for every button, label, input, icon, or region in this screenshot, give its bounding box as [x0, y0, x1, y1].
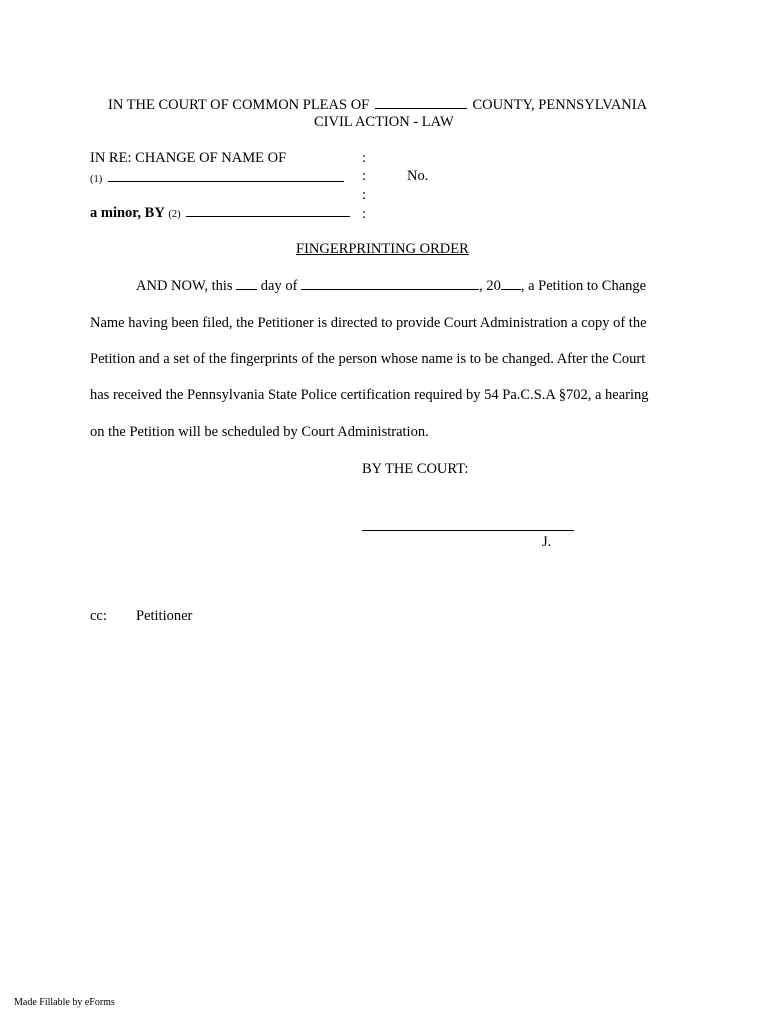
minor-row [90, 204, 350, 224]
and-now-text: AND NOW, this [136, 278, 233, 294]
year-prefix-text: , 20 [479, 278, 501, 294]
name-field-2[interactable] [186, 216, 350, 217]
court-header-line [108, 96, 647, 114]
judge-suffix: J. [542, 534, 552, 550]
field1-label: (1) [90, 174, 103, 185]
court-prefix: IN THE COURT OF COMMON PLEAS OF [108, 97, 370, 113]
order-title: FINGERPRINTING ORDER [296, 241, 469, 257]
caption-colon: : [362, 206, 367, 222]
order-line-4: has received the Pennsylvania State Police certification required by 54 Pa.C.S.A §702, a hearing [90, 387, 649, 403]
caption-colon: : [362, 168, 367, 184]
order-line-2: Name having been filed, the Petitioner is directed to provide Court Administration a copy of the [90, 315, 647, 331]
county-blank[interactable] [375, 108, 467, 109]
civil-action-subtitle: CIVIL ACTION - LAW [314, 114, 454, 130]
month-blank[interactable] [301, 289, 479, 290]
year-blank[interactable] [501, 289, 521, 290]
order-line-1 [136, 277, 646, 295]
docket-number-label: No. [407, 168, 429, 184]
petition-text: , a Petition to Change [520, 278, 647, 294]
name-field-row [90, 169, 344, 187]
minor-label: a minor, BY [90, 205, 165, 221]
cc-recipient: Petitioner [136, 608, 193, 624]
court-suffix: COUNTY, PENNSYLVANIA [472, 97, 648, 113]
order-line-3: Petition and a set of the fingerprints of the person whose name is to be changed. After the Court [90, 351, 646, 367]
caption-colon: : [362, 187, 367, 203]
day-blank[interactable] [236, 289, 257, 290]
by-the-court-label: BY THE COURT: [362, 461, 469, 477]
judge-signature-line[interactable] [362, 530, 574, 531]
day-of-text: day of [260, 278, 298, 294]
caption-colon: : [362, 150, 367, 166]
in-re-label: IN RE: CHANGE OF NAME OF [90, 150, 287, 166]
cc-label: cc: [90, 608, 107, 624]
name-field-1[interactable] [108, 181, 344, 182]
field2-label: (2) [168, 209, 181, 220]
footer-text: Made Fillable by eForms [14, 997, 115, 1008]
order-line-5: on the Petition will be scheduled by Court Administration. [90, 424, 429, 440]
